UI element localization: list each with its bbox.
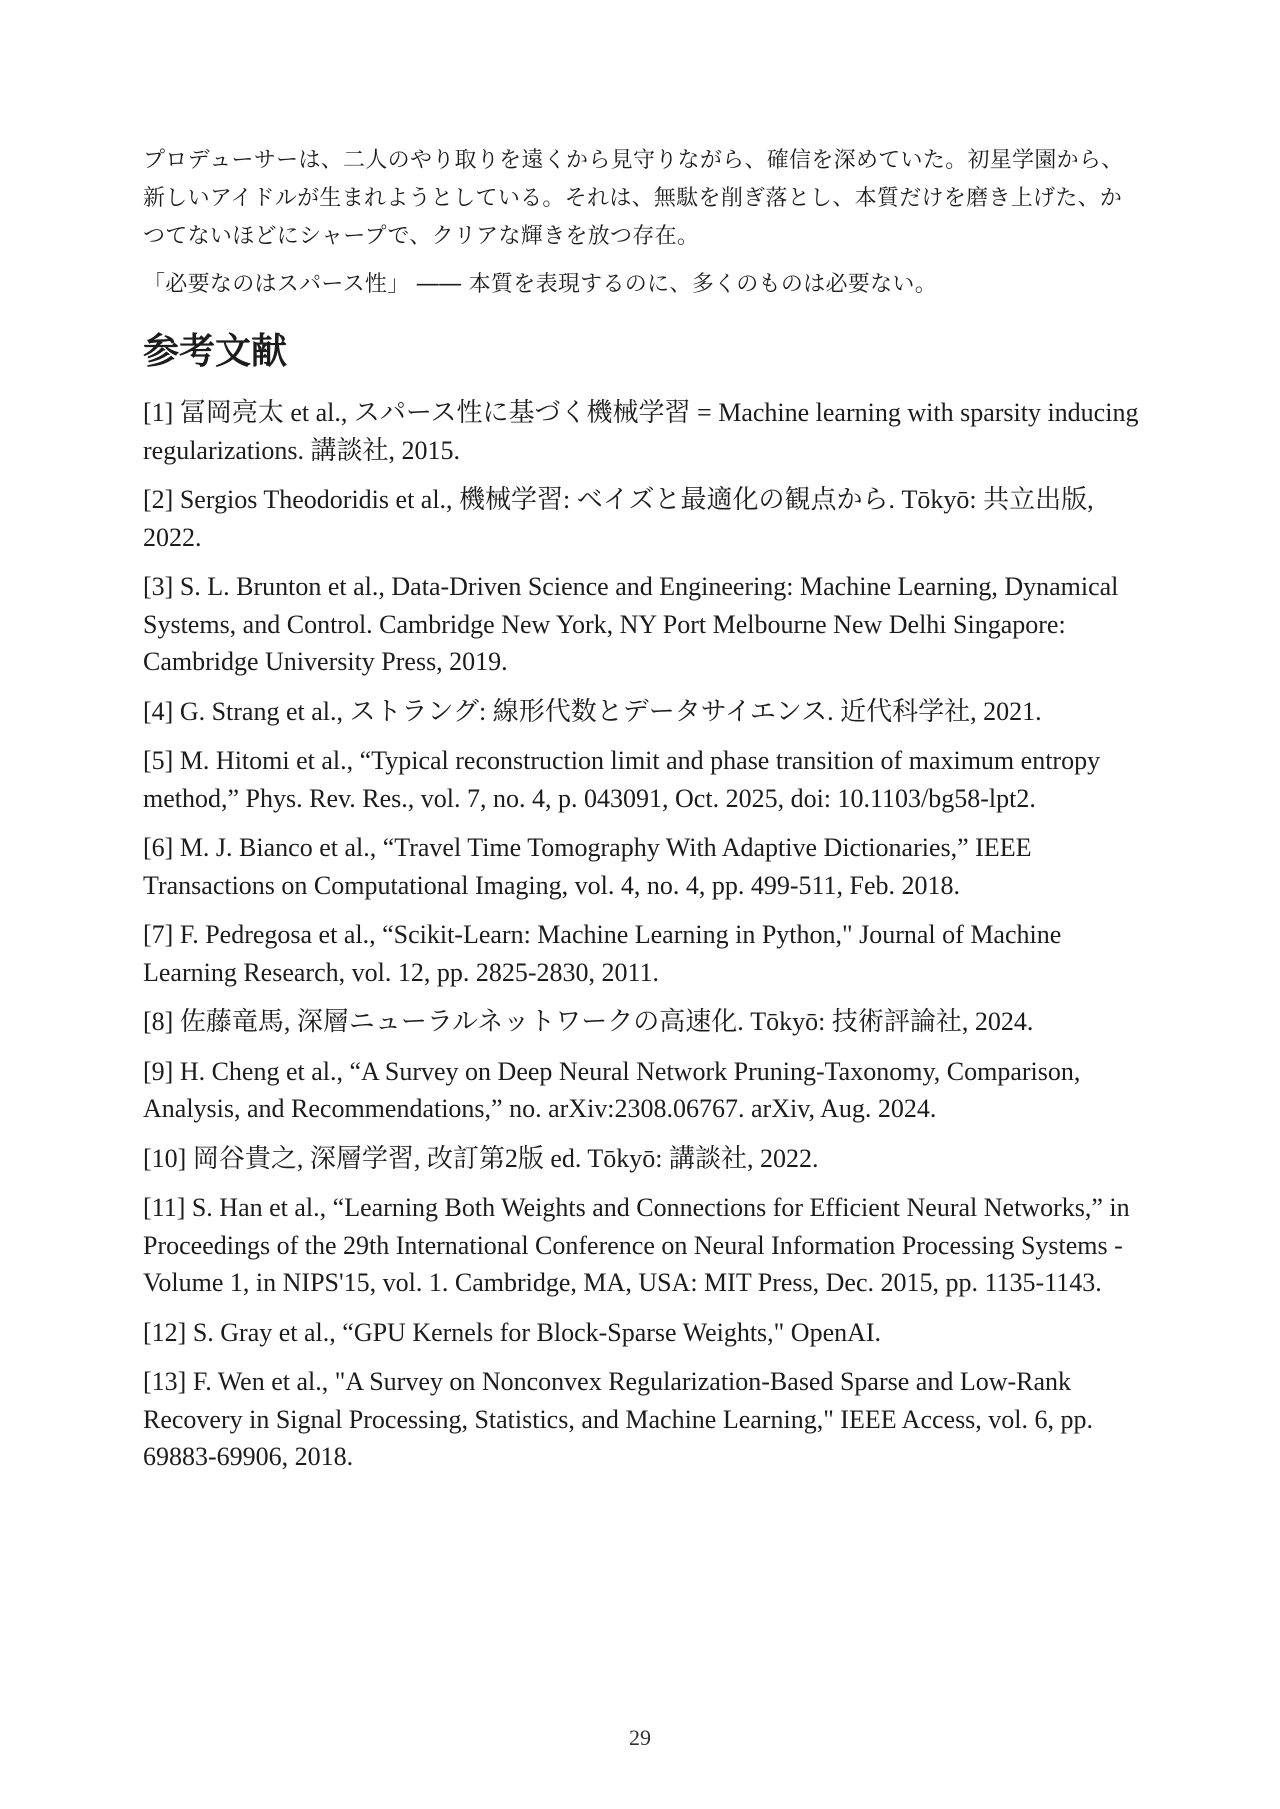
reference-list (143, 394, 1143, 1476)
reference-item: [12] S. Gray et al., “GPU Kernels for Block-Sparse Weights," OpenAI. (143, 1317, 882, 1347)
reference-item: [9] H. Cheng et al., “A Survey on Deep Neural Network Pruning-Taxonomy, Comparison, Analysis, and Recommendations,” no. arXiv:2308.06767. arXiv, Aug. 2024. (143, 1056, 1081, 1123)
reference-item: [13] F. Wen et al., "A Survey on Nonconvex Regularization-Based Sparse and Low-Rank Recovery in Signal Processing, Statistics, and Machine Learning," IEEE Access, vol. 6, pp. 69883-69906, 2018. (143, 1367, 1094, 1471)
reference-item: [3] S. L. Brunton et al., Data-Driven Science and Engineering: Machine Learning, Dynamical Systems, and Control. Cambridge New York, NY Port Melbourne New Delhi Singapore: Cambridge University Press, 2019. (143, 572, 1119, 676)
reference-item: [10] 岡谷貴之, 深層学習, 改訂第2版 ed. Tōkyō: 講談社, 2022. (143, 1143, 819, 1173)
reference-item: [4] G. Strang et al., ストラング: 線形代数とデータサイエンス. 近代科学社, 2021. (143, 696, 1042, 726)
reference-item: [7] F. Pedregosa et al., “Scikit-Learn: Machine Learning in Python," Journal of Machine Learning Research, vol. 12, pp. 2825-2830, 2011. (143, 920, 1062, 987)
reference-item: [8] 佐藤竜馬, 深層ニューラルネットワークの高速化. Tōkyō: 技術評論社, 2024. (143, 1007, 1034, 1036)
body-paragraph: プロデューサーは、二人のやり取りを遠くから見守りながら、確信を深めていた。初星学園から、新しいアイドルが生まれようとしている。それは、無駄を削ぎ落とし、本質だけを磨き上げた、かつてないほどにシャープで、クリアな輝きを放つ存在。 (143, 148, 1124, 249)
reference-item: [5] M. Hitomi et al., “Typical reconstruction limit and phase transition of maximum entropy method,” Phys. Rev. Res., vol. 7, no. 4, p. 043091, Oct. 2025, doi: 10.1103/bg58-lpt2. (143, 746, 1101, 813)
reference-item: [1] 冨岡亮太 et al., スパース性に基づく機械学習 = Machine learning with sparsity inducing regularizations. 講談社, 2015. (143, 398, 1139, 465)
reference-item: [6] M. J. Bianco et al., “Travel Time Tomography With Adaptive Dictionaries,” IEEE Transactions on Computational Imaging, vol. 4, no. 4, pp. 499-511, Feb. 2018. (143, 833, 1032, 900)
page-content (143, 142, 1143, 1488)
reference-item: [2] Sergios Theodoridis et al., 機械学習: ベイズと最適化の観点から. Tōkyō: 共立出版, 2022. (143, 485, 1094, 552)
body-paragraph: 「必要なのはスパース性」 ―― 本質を表現するのに、多くのものは必要ない。 (143, 272, 937, 297)
section-title: 参考文献 (143, 331, 288, 372)
reference-item: [11] S. Han et al., “Learning Both Weights and Connections for Efficient Neural Networks,” in Proceedings of the 29th International Conference on Neural Information Processing Systems - Volume 1, in NIPS'15, vol. 1. Cambridge, MA, USA: MIT Press, Dec. 2015, pp. 1135-1143. (143, 1193, 1130, 1297)
page-number: 29 (629, 1725, 651, 1750)
